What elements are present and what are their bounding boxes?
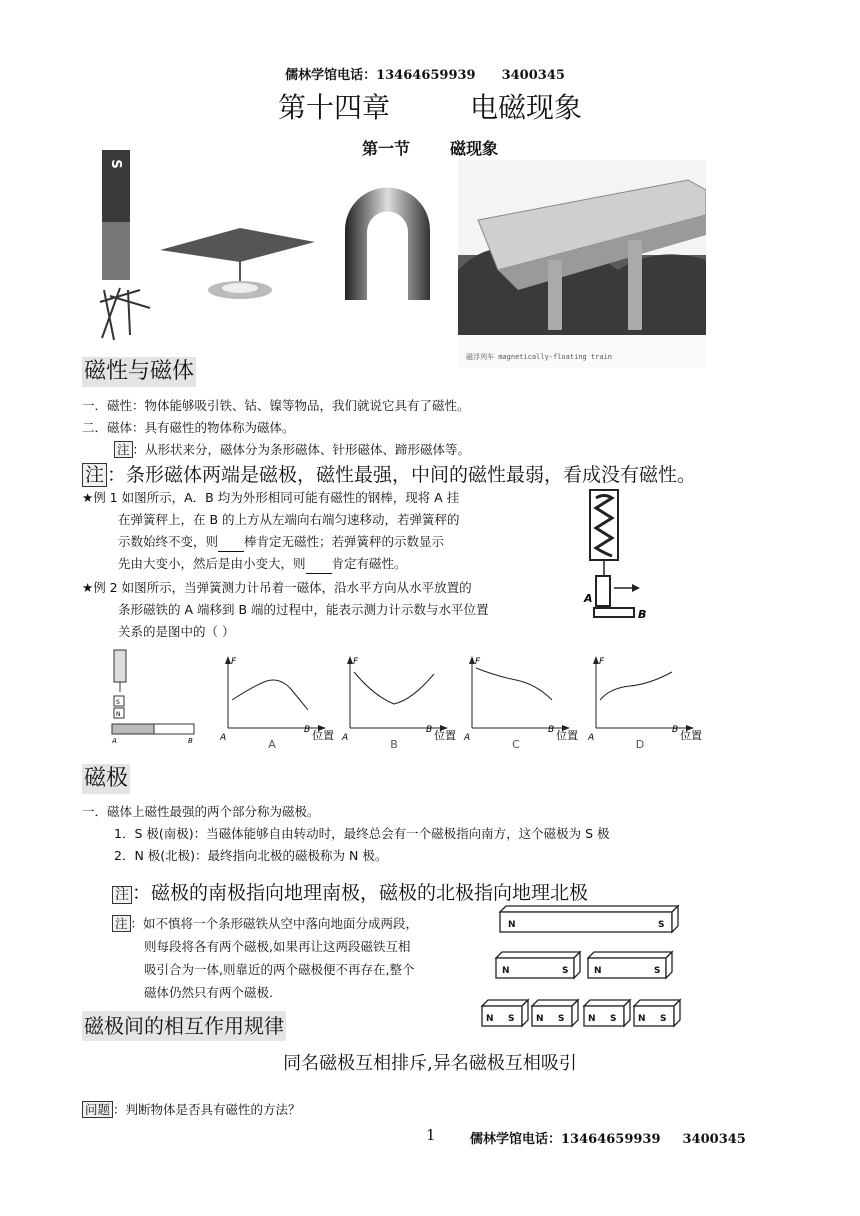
graph-f-label: F [353,657,359,667]
bar-magnet-image [100,150,150,340]
graph-end-label: B [672,725,679,735]
note-text: ：条形磁体两端是磁极，磁性最强，中间的磁性最弱，看成没有磁性。 [107,464,697,486]
mini-a-label: A [112,737,117,745]
section-heading-poles: 磁极 [82,764,130,794]
magnet-illustrations [90,150,440,350]
example-1-line-3: 示数始终不变，则 棒肯定无磁性；若弹簧秤的示数显示 [118,532,444,552]
graph-f-label: F [475,657,481,667]
s2-note-2-line-4: 磁体仍然只有两个磁极. [144,985,273,1000]
half1-s: S [562,966,569,976]
whole-n: N [508,920,516,930]
header-label: 儒林学馆电话： [285,68,377,83]
graph-start-label: A [464,733,471,743]
s2-paragraph-1: 一．磁体上磁性最强的两个部分称为磁极。 [82,804,320,819]
q3-s: S [610,1014,617,1024]
s2-note-2-line-1: 注 ：如不慎将一个条形磁铁从空中落向地面分成两段， [112,914,418,934]
question-line: 问题 ：判断物体是否具有磁性的方法？ [82,1100,301,1120]
s2-note-2-line-3: 吸引合为一体,则靠近的两个磁极便不再存在,整个 [144,962,415,977]
horseshoe-magnet-image [345,188,430,301]
s2-note-2-line-2: 则每段将各有两个磁极,如果再让这两段磁铁互相 [144,939,411,954]
s1-note-2 [82,460,696,487]
train-caption: 磁浮列车 magnetically-floating train [466,353,613,361]
interaction-rule: 同名磁极互相排斥,异名磁极互相吸引 [283,1053,577,1074]
rod-b-label: B [638,608,647,621]
graph-curve-a [232,680,308,710]
q1-s: S [508,1014,515,1024]
graph-end-label: B [426,725,433,735]
s1-note-1 [114,440,470,460]
header-phone2: 3400345 [501,68,565,83]
q2-n: N [536,1014,544,1024]
note-text: ：从形状来分，磁体分为条形磁体、针形磁体、蹄形磁体等。 [132,442,471,457]
mini-n-label: N [116,711,121,718]
answer-blank[interactable] [306,561,332,574]
graph-f-label: F [599,657,605,667]
header-contact [0,64,860,83]
compass-needle-image [160,228,315,299]
page-number: 1 [426,1126,436,1144]
q3-n: N [588,1014,596,1024]
graph-start-label: A [220,733,227,743]
footer-label: 儒林学馆电话： [470,1132,562,1147]
mini-s-label: S [116,699,120,706]
mini-b-label: B [188,737,193,745]
answer-blank[interactable] [218,539,244,552]
q4-n: N [638,1014,646,1024]
note-tag: 注 [112,886,132,904]
graph-start-label: A [342,733,349,743]
section-name: 磁现象 [450,139,499,158]
whole-s: S [658,920,665,930]
chapter-number: 第十四章 [277,91,390,124]
note-text: ：磁极的南极指向地理南极，磁极的北极指向地理北极 [132,882,589,904]
q1-n: N [486,1014,494,1024]
graph-curve-d [600,672,672,700]
graph-x-label: 位置 [680,729,702,742]
q2-s: S [558,1014,565,1024]
rod-a-label: A [584,592,593,605]
example-1-line-4: 先由大变小，然后是由小变大，则 肯定有磁性。 [118,554,407,574]
chapter-name: 电磁现象 [470,91,583,124]
graph-f-label: F [231,657,237,667]
graph-x-label: 位置 [556,729,578,742]
footer-phone1: 13464659939 [561,1132,661,1147]
graph-option-label-b: B [390,738,398,750]
section-heading-magnetism: 磁性与磁体 [82,357,196,387]
graph-curve-c [476,668,552,700]
note-tag: 注 [112,915,131,932]
maglev-train-photo [458,160,706,368]
graph-start-label: A [588,733,595,743]
half2-n: N [594,966,602,976]
footer-phone2: 3400345 [682,1132,746,1147]
s1-paragraph-2: 二．磁体：具有磁性的物体称为磁体。 [82,420,295,435]
half1-n: N [502,966,510,976]
example-1-line-1: ★例 1 如图所示，A．B 均为外形相同可能有磁性的钢棒，现将 A 挂 [82,490,460,505]
graph-curve-b [354,672,434,704]
example-2-line-2: 条形磁铁的 A 端移到 B 端的过程中，能表示测力计示数与水平位置 [118,602,489,617]
graph-end-label: B [304,725,311,735]
s2-paragraph-2: 1．S 极(南极)：当磁体能够自由转动时，最终总会有一个磁极指向南方，这个磁极为 S 极 [114,826,610,841]
graph-panel [108,648,708,750]
s1-paragraph-1: 一．磁性：物体能够吸引铁、钴、镍等物品，我们就说它具有了磁性。 [82,398,470,413]
example-1-line-2: 在弹簧秤上，在 B 的上方从左端向右端匀速移动，若弹簧秤的 [118,512,460,527]
example-2-line-1: ★例 2 如图所示，当弹簧测力计吊着一磁体，沿水平方向从水平放置的 [82,580,472,595]
spring-scale-figure [570,488,660,628]
note-tag: 注 [82,463,107,487]
note-tag: 注 [114,441,133,458]
graph-option-label-d: D [635,738,645,750]
broken-magnet-figure [478,900,690,1032]
graph-end-label: B [548,725,555,735]
graph-option-label-a: A [268,738,276,750]
footer-contact [470,1128,746,1147]
example-2-line-3: 关系的是图中的（ ） [118,624,235,639]
header-phone1: 13464659939 [376,68,476,83]
graph-option-label-c: C [512,738,520,750]
magnet-s-letter: S [108,159,123,169]
s2-paragraph-3: 2．N 极(北极)：最终指向北极的磁极称为 N 极。 [114,848,388,863]
graph-x-label: 位置 [434,729,456,742]
section-number: 第一节 [361,139,410,158]
question-tag: 问题 [82,1101,113,1118]
q4-s: S [660,1014,667,1024]
half2-s: S [654,966,661,976]
graph-x-label: 位置 [312,729,334,742]
section-heading-interaction: 磁极间的相互作用规律 [82,1011,286,1041]
chapter-title [0,86,860,126]
